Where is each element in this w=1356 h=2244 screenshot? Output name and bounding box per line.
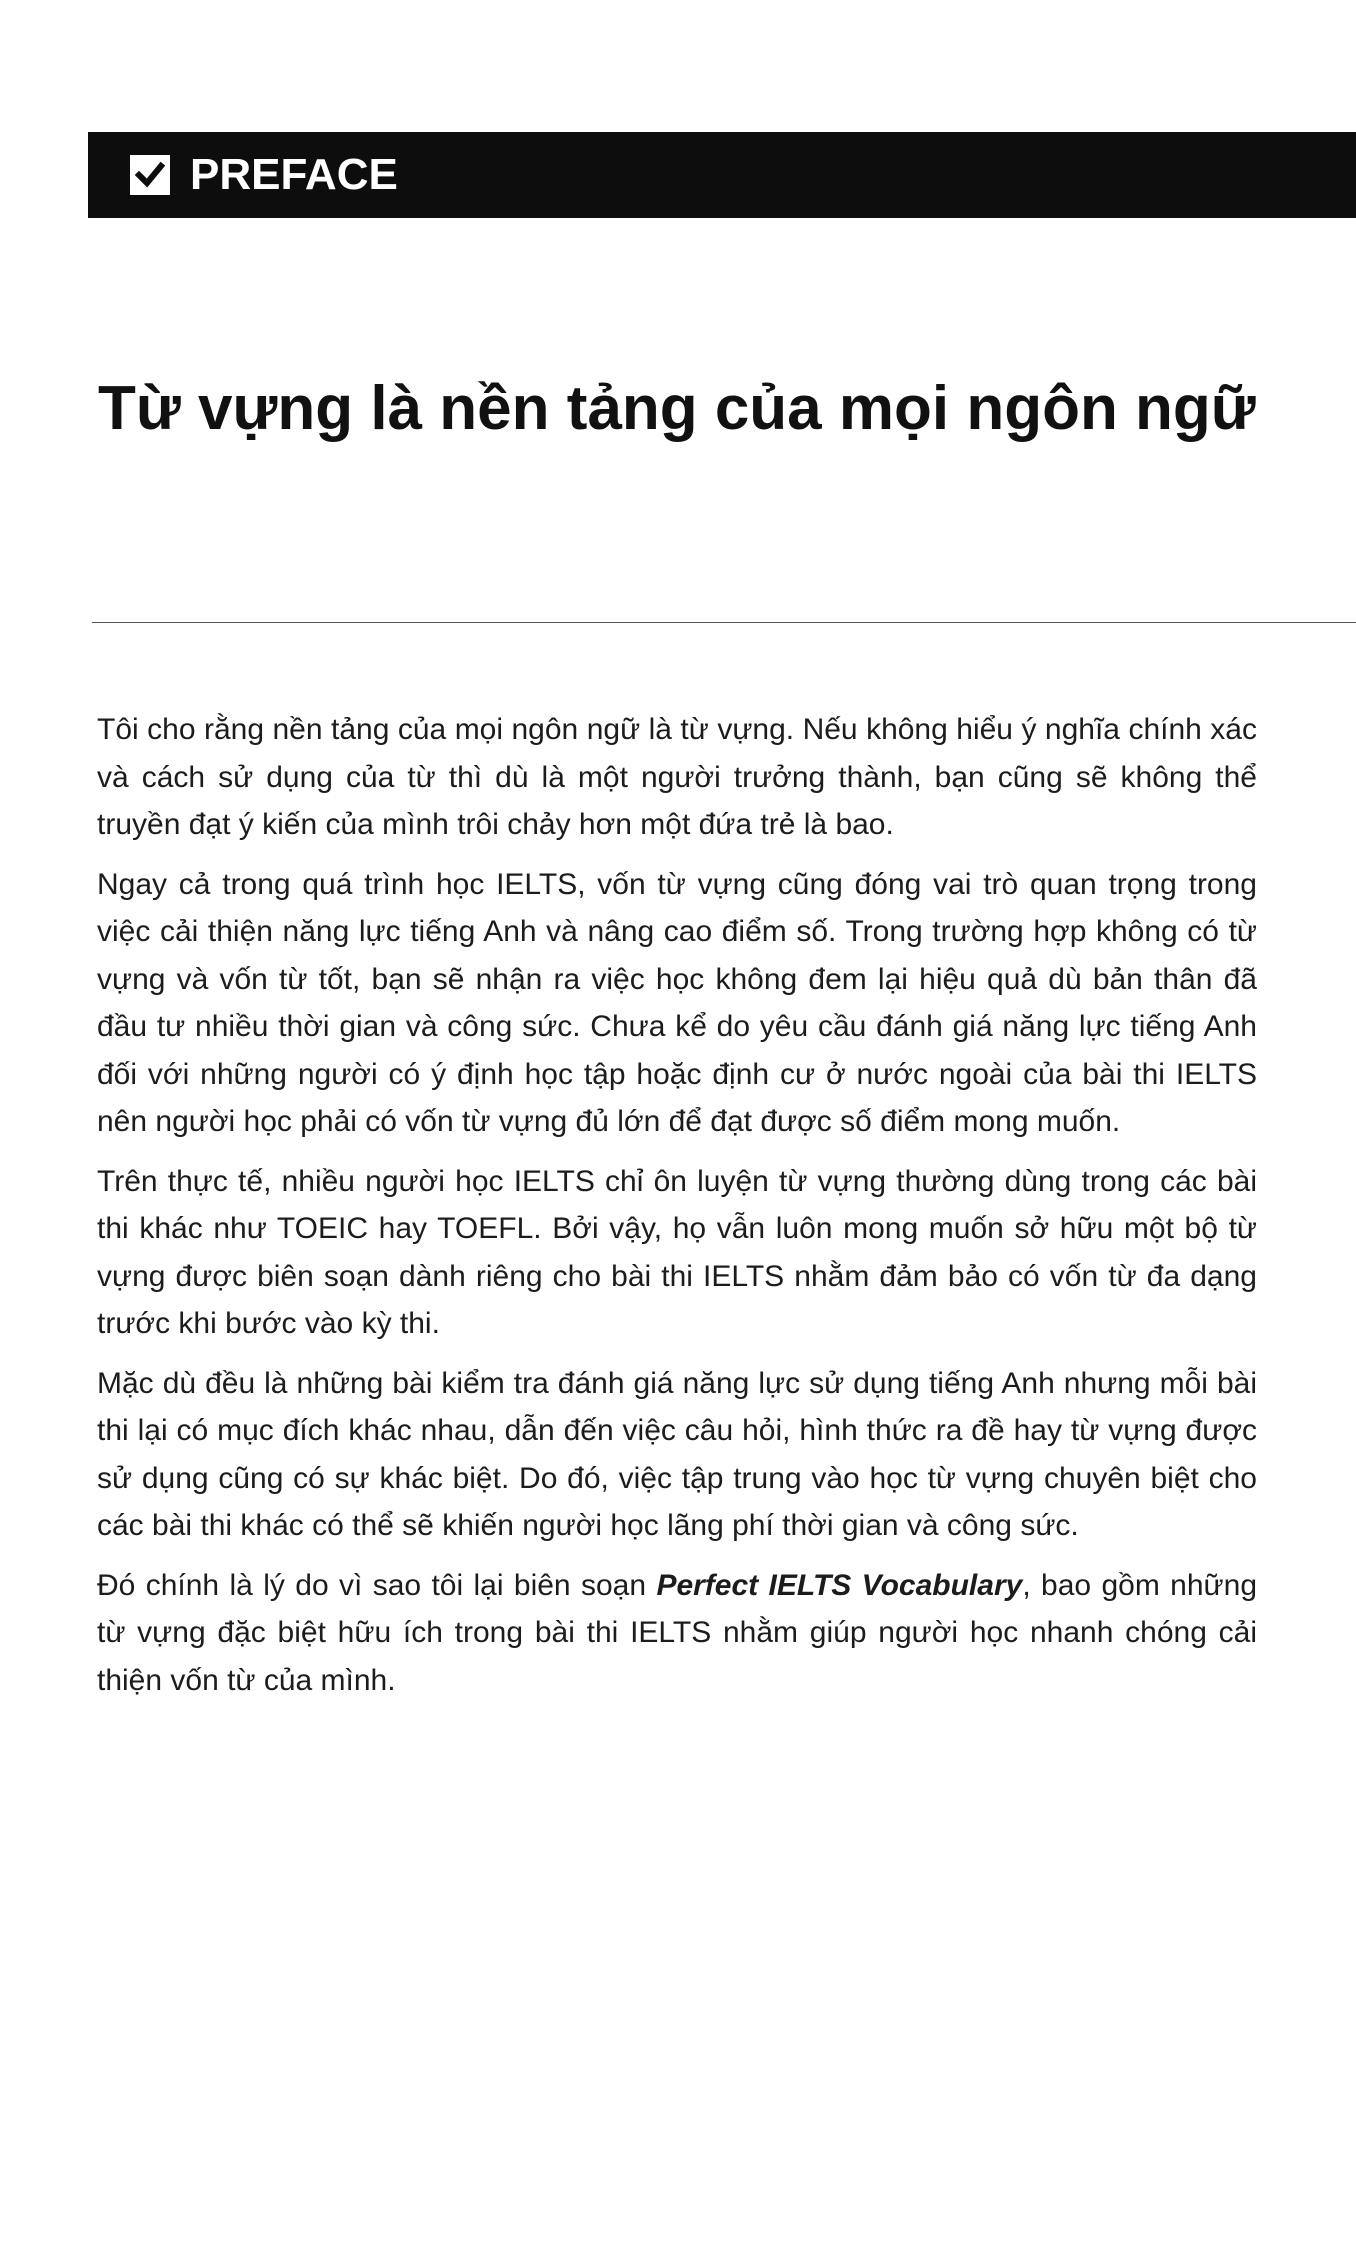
paragraph-text-before: Đó chính là lý do vì sao tôi lại biên soạn	[97, 1568, 657, 1602]
paragraph: Tôi cho rằng nền tảng của mọi ngôn ngữ là từ vựng. Nếu không hiểu ý nghĩa chính xác và cách sử dụng của từ thì dù là một người trưởng thành, bạn cũng sẽ không thể truyền đạt ý kiến của mình trôi chảy hơn một đứa trẻ là bao.	[97, 713, 1257, 841]
section-header-bar	[88, 132, 1356, 218]
checkbox-checked-icon	[130, 155, 170, 195]
paragraph: Trên thực tế, nhiều người học IELTS chỉ ôn luyện từ vựng thường dùng trong các bài thi khác như TOEIC hay TOEFL. Bởi vậy, họ vẫn luôn mong muốn sở hữu một bộ từ vựng được biên soạn dành riêng cho bài thi IELTS nhằm đảm bảo có vốn từ đa dạng trước khi bước vào kỳ thi.	[97, 1164, 1257, 1340]
divider-line	[92, 622, 1356, 623]
paragraph: Mặc dù đều là những bài kiểm tra đánh giá năng lực sử dụng tiếng Anh nhưng mỗi bài thi lại có mục đích khác nhau, dẫn đến việc câu hỏi, hình thức ra đề hay từ vựng được sử dụng cũng có sự khác biệt. Do đó, việc tập trung vào học từ vựng chuyên biệt cho các bài thi khác có thể sẽ khiến người học lãng phí thời gian và công sức.	[97, 1366, 1257, 1542]
body-text	[97, 706, 1257, 1716]
paragraph-text-after: , bao gồm những từ vựng đặc biệt hữu ích trong bài thi IELTS nhằm giúp người học nhanh chóng cải thiện vốn từ của mình.	[97, 1568, 1258, 1697]
paragraph: Ngay cả trong quá trình học IELTS, vốn từ vựng cũng đóng vai trò quan trọng trong việc cải thiện năng lực tiếng Anh và nâng cao điểm số. Trong trường hợp không có từ vựng và vốn từ tốt, bạn sẽ nhận ra việc học không đem lại hiệu quả dù bản thân đã đầu tư nhiều thời gian và công sức. Chưa kể do yêu cầu đánh giá năng lực tiếng Anh đối với những người có ý định học tập hoặc định cư ở nước ngoài của bài thi IELTS nên người học phải có vốn từ vựng đủ lớn để đạt được số điểm mong muốn.	[97, 867, 1257, 1138]
section-title: PREFACE	[190, 150, 398, 199]
page-heading: Từ vựng là nền tảng của mọi ngôn ngữ	[98, 374, 1256, 443]
book-title: Perfect IELTS Vocabulary	[656, 1568, 1023, 1602]
paragraph-last	[97, 1562, 1257, 1705]
